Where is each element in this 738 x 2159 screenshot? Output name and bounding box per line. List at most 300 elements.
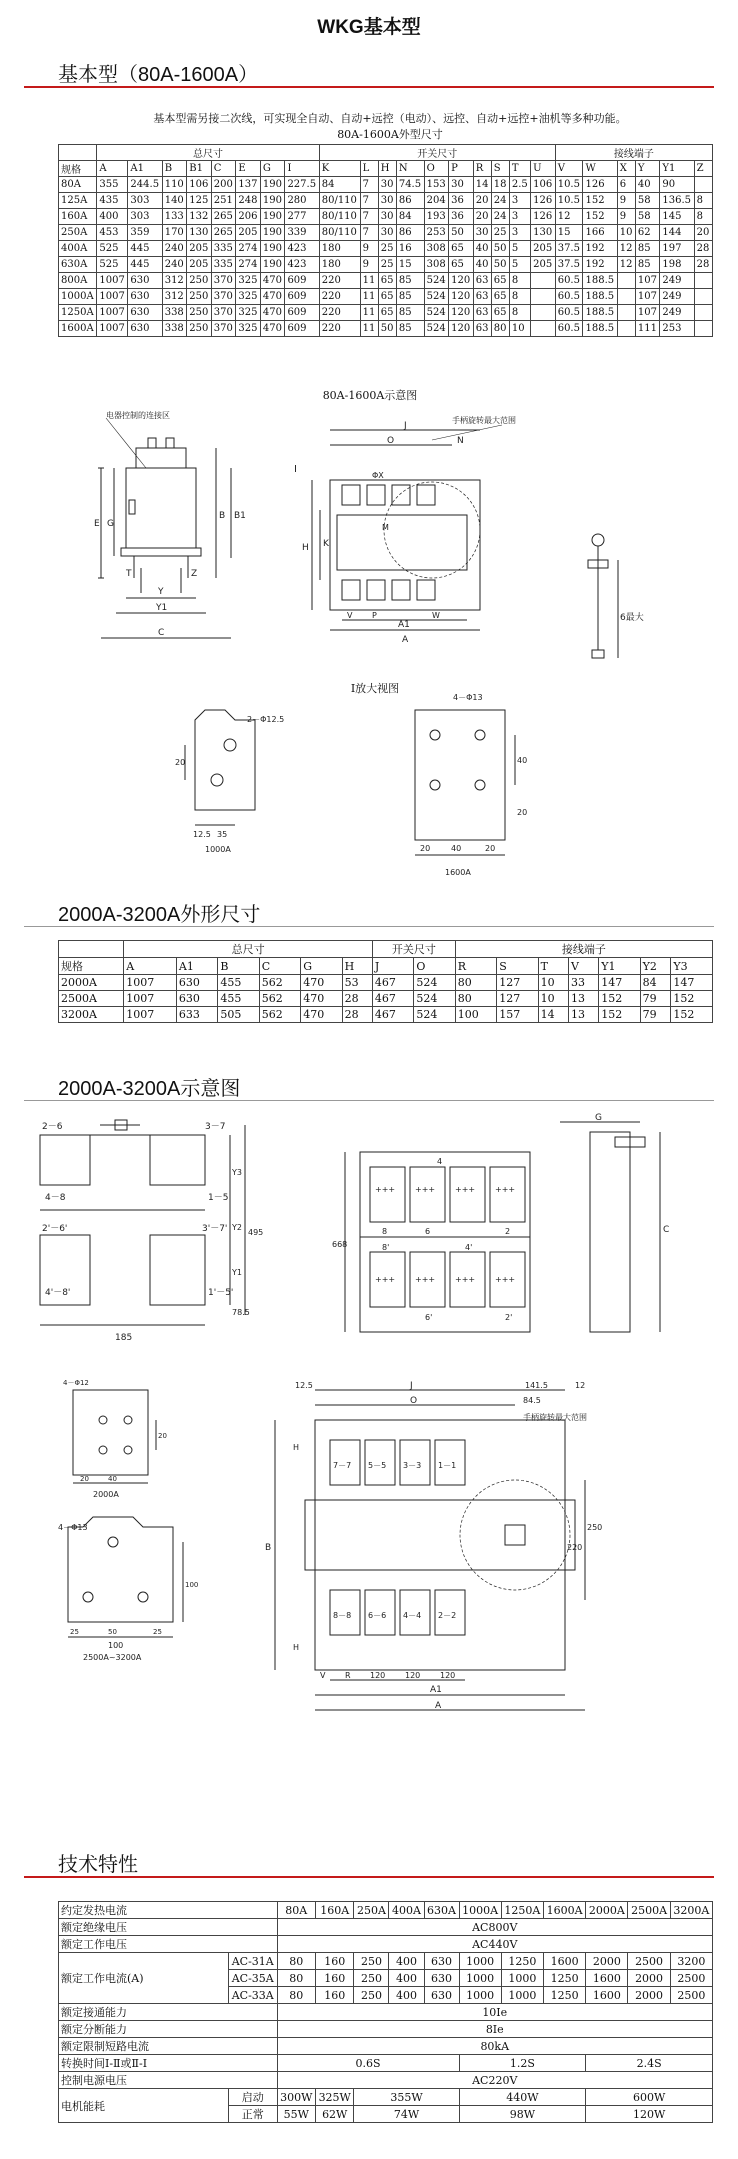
terminal-1000a-diagram (175, 700, 285, 860)
table-cell: 7 (360, 225, 378, 241)
column-header: A1 (176, 958, 217, 975)
table-cell: 8 (694, 209, 712, 225)
dim-668: 668 (332, 1240, 348, 1249)
table-row (59, 991, 713, 1007)
section-heading-dims-2000: 2000A-3200A外形尺寸 (58, 904, 261, 926)
bus-2p-6p: 2'－6' (42, 1224, 68, 1234)
dim-P: P (372, 611, 377, 620)
caption-2500a: 2500A~3200A (83, 1653, 142, 1662)
section-heading-tech: 技术特性 (58, 1854, 138, 1876)
sub-label: AC-33A (229, 1987, 278, 2004)
caption-2000a: 2000A (93, 1490, 119, 1499)
table-cell: 274 (236, 241, 261, 257)
current-value: 2500 (670, 1987, 712, 2004)
current-value: 80 (277, 1987, 315, 2004)
group-header: 开关尺寸 (372, 941, 455, 958)
table-cell: 220 (319, 321, 360, 337)
dim-Y1: Y1 (156, 603, 168, 613)
table-cell: 467 (372, 1007, 413, 1023)
table-row (59, 209, 713, 225)
dim-A1: A1 (430, 1685, 442, 1695)
table-cell: 524 (414, 1007, 455, 1023)
table-cell: 630 (128, 321, 162, 337)
term-8: 8 (382, 1227, 388, 1236)
table-cell: 277 (285, 209, 319, 225)
table-row (59, 321, 713, 337)
column-header: N (396, 161, 424, 177)
sub-label: 正常 (229, 2106, 278, 2123)
dim-T: T (126, 569, 132, 579)
dim-H: H (302, 543, 309, 553)
table-cell: 280 (285, 193, 319, 209)
current-value: 160 (315, 1953, 353, 1970)
table-cell: 3 (509, 209, 530, 225)
current-value: 1000 (459, 1987, 501, 2004)
dim-12-5: 12.5 (295, 1381, 313, 1390)
current-value: 1000 (501, 1987, 543, 2004)
value-cell: AC800V (277, 1919, 713, 1936)
bus-4-8: 4－8 (45, 1193, 66, 1203)
column-header: G (260, 161, 285, 177)
column-header: 规格 (59, 161, 97, 177)
row-spec: 2500A (59, 991, 124, 1007)
table-cell: 325 (236, 273, 261, 289)
dim-A: A (435, 1701, 442, 1711)
dim-Y1: Y1 (232, 1268, 242, 1277)
table-cell: 152 (671, 991, 713, 1007)
table-cell: 190 (260, 225, 285, 241)
table-cell: 188.5 (583, 321, 617, 337)
current-rating: 3200A (670, 1902, 712, 1919)
table-cell: 7 (360, 177, 378, 193)
handle-max-label: 6最大 (620, 613, 644, 623)
table-cell: 11 (360, 273, 378, 289)
table-cell: 423 (285, 257, 319, 273)
table-cell: 325 (236, 321, 261, 337)
table-cell: 470 (301, 991, 342, 1007)
table-cell: 630 (128, 305, 162, 321)
table-cell: 65 (378, 305, 396, 321)
table-cell: 120 (449, 305, 474, 321)
current-rating: 1000A (459, 1902, 501, 1919)
terminal-plus: +++ (375, 1185, 396, 1194)
table-cell: 8 (509, 305, 530, 321)
current-value: 1000 (459, 1953, 501, 1970)
group-header: 总尺寸 (124, 941, 373, 958)
dim-220: 220 (567, 1543, 583, 1552)
table-cell: 445 (128, 241, 162, 257)
bus-2-2: 2－2 (438, 1611, 457, 1620)
table-cell: 3 (509, 225, 530, 241)
current-rating: 2000A (586, 1902, 628, 1919)
corner-cell (59, 941, 124, 958)
table-cell: 85 (396, 289, 424, 305)
table-cell: 467 (372, 975, 413, 991)
front-view-diagram (292, 416, 552, 650)
table-cell: 24 (491, 193, 509, 209)
dim-120c: 120 (440, 1671, 456, 1680)
table-cell: 85 (396, 305, 424, 321)
tech-spec-table (58, 1901, 713, 2123)
table-cell: 524 (424, 289, 449, 305)
current-value: 400 (389, 1970, 424, 1987)
current-rating: 1600A (543, 1902, 585, 1919)
table-cell: 126 (531, 193, 556, 209)
table-cell: 53 (342, 975, 372, 991)
current-rating: 1250A (501, 1902, 543, 1919)
table-cell: 338 (162, 305, 187, 321)
table-cell: 10 (509, 321, 530, 337)
column-header: C (211, 161, 236, 177)
table-cell: 240 (162, 241, 187, 257)
row-spec: 400A (59, 241, 97, 257)
current-value: 80 (277, 1953, 315, 1970)
table-cell: 630 (176, 991, 217, 1007)
table-cell: 166 (583, 225, 617, 241)
dim-40b: 40 (451, 844, 462, 853)
dim-78-5: 78.5 (232, 1308, 250, 1317)
column-header: B (162, 161, 187, 177)
dim-G: G (595, 1113, 602, 1123)
table-row (59, 241, 713, 257)
dim-K: K (323, 539, 329, 549)
table-cell: 152 (671, 1007, 713, 1023)
table-cell: 220 (319, 273, 360, 289)
table-cell: 37.5 (555, 241, 583, 257)
current-value: 250 (354, 1953, 389, 1970)
table-cell: 562 (259, 1007, 300, 1023)
row-spec: 250A (59, 225, 97, 241)
term-8p: 8' (382, 1243, 390, 1252)
table-cell: 248 (236, 193, 261, 209)
column-header: A (97, 161, 128, 177)
detail-marker-I: Ⅰ (294, 464, 297, 475)
table-cell: 205 (187, 257, 212, 273)
table-cell: 79 (640, 991, 671, 1007)
current-value: 400 (389, 1987, 424, 2004)
row-spec: 2000A (59, 975, 124, 991)
table-cell: 249 (660, 305, 694, 321)
table-cell: 152 (599, 991, 640, 1007)
table-cell (531, 289, 556, 305)
dim-W: W (432, 611, 440, 620)
section-heading-diagram-2000: 2000A-3200A示意图 (58, 1078, 241, 1100)
table-cell: 126 (583, 177, 617, 193)
table-cell: 220 (319, 305, 360, 321)
control-zone-label: 电器控制的连接区 (106, 411, 170, 420)
current-rating: 2500A (628, 1902, 670, 1919)
table-cell: 90 (660, 177, 694, 193)
table-cell: 240 (162, 257, 187, 273)
table-cell: 609 (285, 305, 319, 321)
value-cell: AC440V (277, 1936, 713, 1953)
table-cell: 110 (162, 177, 187, 193)
current-value: 2000 (628, 1987, 670, 2004)
current-value: 2500 (628, 1953, 670, 1970)
current-rating: 250A (354, 1902, 389, 1919)
table-cell: 470 (260, 305, 285, 321)
table-cell: 130 (531, 225, 556, 241)
table-cell: 33 (568, 975, 598, 991)
table-cell: 63 (473, 305, 491, 321)
column-header: S (497, 958, 538, 975)
column-header: X (617, 161, 635, 177)
table-row (59, 257, 713, 273)
table-cell: 13 (568, 991, 598, 1007)
dim-84-5: 84.5 (523, 1396, 541, 1405)
current-value: 630 (424, 1987, 459, 2004)
row-spec: 1000A (59, 289, 97, 305)
table-cell: 630 (176, 975, 217, 991)
dim-141-5: 141.5 (525, 1381, 548, 1390)
power-value: 62W (315, 2106, 353, 2123)
group-header: 接线端子 (555, 145, 712, 161)
table-cell: 84 (396, 209, 424, 225)
table-cell: 85 (396, 321, 424, 337)
table-cell: 1007 (97, 273, 128, 289)
table-cell (694, 177, 712, 193)
row-label: 电机能耗 (59, 2089, 229, 2123)
table-cell (617, 273, 635, 289)
dim-O: O (387, 436, 395, 446)
dim-25b: 25 (153, 1628, 162, 1636)
table-cell (694, 305, 712, 321)
column-header: A1 (128, 161, 162, 177)
table-cell: 145 (660, 209, 694, 225)
power-value: 355W (354, 2089, 459, 2106)
dim-120: 120 (370, 1671, 386, 1680)
table-cell: 370 (211, 289, 236, 305)
table-cell: 25 (378, 241, 396, 257)
table-cell: 609 (285, 273, 319, 289)
table-cell: 137 (236, 177, 261, 193)
dimension-table-80-1600 (58, 144, 713, 337)
row-label: 额定接通能力 (59, 2004, 278, 2021)
term-4p: 4' (465, 1243, 473, 1252)
table-cell: 220 (319, 289, 360, 305)
column-header: A (124, 958, 177, 975)
column-header: L (360, 161, 378, 177)
current-rating: 400A (389, 1902, 424, 1919)
table-cell: 525 (97, 257, 128, 273)
table-cell: 133 (162, 209, 187, 225)
table-cell: 205 (531, 241, 556, 257)
row-label: 额定工作电压 (59, 1936, 278, 1953)
row-spec: 80A (59, 177, 97, 193)
table-cell: 370 (211, 321, 236, 337)
power-value: 440W (459, 2089, 586, 2106)
dimension-table-2000-3200 (58, 940, 713, 1023)
table-cell: 250 (187, 289, 212, 305)
table-cell: 60.5 (555, 289, 583, 305)
corner-cell (59, 145, 97, 161)
table-cell: 30 (449, 177, 474, 193)
table-cell: 58 (635, 209, 660, 225)
table-cell: 10 (538, 991, 568, 1007)
term-4: 4 (437, 1157, 443, 1166)
terminal-1600a-diagram (405, 685, 535, 885)
table-cell: 50 (449, 225, 474, 241)
table-cell: 65 (491, 305, 509, 321)
table-cell: 1007 (124, 991, 177, 1007)
table-cell: 65 (378, 273, 396, 289)
dim-B: B (219, 511, 226, 521)
row-label: 额定限制短路电流 (59, 2038, 278, 2055)
dim-25: 25 (70, 1628, 79, 1636)
table-cell: 250 (187, 321, 212, 337)
table-cell: 40 (473, 257, 491, 273)
dim-G: G (107, 519, 114, 529)
table-cell: 325 (236, 289, 261, 305)
table-cell: 204 (424, 193, 449, 209)
table-cell: 153 (424, 177, 449, 193)
table-cell: 308 (424, 241, 449, 257)
table-cell: 325 (236, 305, 261, 321)
table-cell (694, 289, 712, 305)
table-cell (531, 321, 556, 337)
table-cell: 65 (491, 289, 509, 305)
table-cell: 24 (491, 209, 509, 225)
column-header: Y2 (640, 958, 671, 975)
table-cell: 205 (187, 241, 212, 257)
table-cell: 107 (635, 273, 660, 289)
table-cell: 58 (635, 193, 660, 209)
table-cell: 85 (635, 241, 660, 257)
term-2p: 2' (505, 1313, 513, 1322)
table-cell: 144 (660, 225, 694, 241)
dim-M: M (382, 523, 389, 532)
term-2: 2 (505, 1227, 511, 1236)
current-value: 1250 (501, 1953, 543, 1970)
term-6p: 6' (425, 1313, 433, 1322)
hole-4-12: 4－Φ12 (63, 1379, 89, 1387)
column-header: V (568, 958, 598, 975)
table-row (59, 1007, 713, 1023)
table-cell: 28 (694, 257, 712, 273)
column-header: H (378, 161, 396, 177)
row-label: 控制电源电压 (59, 2072, 278, 2089)
column-header: O (424, 161, 449, 177)
table-cell: 40 (473, 241, 491, 257)
table-cell: 107 (635, 305, 660, 321)
table-cell: 524 (424, 321, 449, 337)
term-6: 6 (425, 1227, 431, 1236)
current-rating: 80A (277, 1902, 315, 1919)
table-cell: 28 (342, 991, 372, 1007)
terminal-plus: +++ (455, 1275, 476, 1284)
table-cell: 140 (162, 193, 187, 209)
table-caption: 80A-1600A外型尺寸 (337, 128, 443, 141)
dim-Y: Y (158, 587, 164, 597)
table-cell: 467 (372, 991, 413, 1007)
table-cell: 9 (617, 209, 635, 225)
current-value: 1000 (459, 1970, 501, 1987)
table-cell: 25 (378, 257, 396, 273)
table-cell: 147 (599, 975, 640, 991)
table-cell: 470 (260, 321, 285, 337)
sub-label: AC-31A (229, 1953, 278, 1970)
column-header: Y1 (599, 958, 640, 975)
table-cell: 30 (378, 193, 396, 209)
bus-4-4: 4－4 (403, 1611, 422, 1620)
current-value: 1250 (543, 1970, 585, 1987)
table-cell: 303 (128, 193, 162, 209)
table-cell: 5 (509, 257, 530, 273)
table-cell: 630 (128, 289, 162, 305)
value-cell: 10Ie (277, 2004, 713, 2021)
table-cell: 5 (509, 241, 530, 257)
table-cell: 355 (97, 177, 128, 193)
table-cell: 190 (260, 209, 285, 225)
terminal-plus: +++ (375, 1275, 396, 1284)
table-cell: 120 (449, 273, 474, 289)
table-cell: 86 (396, 225, 424, 241)
table-cell: 303 (128, 209, 162, 225)
dim-phiX: ΦX (372, 471, 384, 480)
handle-range-label: 手柄旋转最大范围 (523, 1413, 587, 1422)
dim-12: 12 (575, 1381, 586, 1390)
table-cell: 633 (176, 1007, 217, 1023)
table-cell: 18 (491, 177, 509, 193)
column-header: Y (635, 161, 660, 177)
table-cell: 12 (617, 257, 635, 273)
table-cell: 15 (396, 257, 424, 273)
table-cell: 308 (424, 257, 449, 273)
table-cell: 63 (473, 321, 491, 337)
dim-B1: B1 (234, 511, 246, 521)
table-row (59, 289, 713, 305)
current-value: 630 (424, 1953, 459, 1970)
dim-40: 40 (517, 756, 528, 765)
table-cell: 13 (568, 1007, 598, 1023)
current-rating: 160A (315, 1902, 353, 1919)
table-cell: 7 (360, 193, 378, 209)
column-header: 规格 (59, 958, 124, 975)
current-value: 1600 (543, 1953, 585, 1970)
dim-A1: A1 (398, 620, 410, 630)
dim-250: 250 (587, 1523, 603, 1532)
table-row (59, 177, 713, 193)
dim-C: C (158, 628, 165, 638)
table-cell: 14 (473, 177, 491, 193)
table-cell: 630 (128, 273, 162, 289)
dim-R: R (345, 1671, 351, 1680)
table-cell: 36 (449, 193, 474, 209)
section-rule (24, 1876, 714, 1878)
table-cell: 30 (473, 225, 491, 241)
table-cell: 15 (555, 225, 583, 241)
column-header: R (473, 161, 491, 177)
table-cell: 180 (319, 241, 360, 257)
dim-H2: H (293, 1643, 300, 1652)
table-cell: 339 (285, 225, 319, 241)
table-cell: 1007 (124, 1007, 177, 1023)
diagram-caption: 80A-1600A示意图 (322, 389, 418, 402)
row-label: 额定绝缘电压 (59, 1919, 278, 1936)
table-cell: 100 (455, 1007, 496, 1023)
table-cell: 25 (491, 225, 509, 241)
table-cell: 562 (259, 991, 300, 1007)
power-value: 600W (586, 2089, 713, 2106)
dim-100: 100 (108, 1641, 124, 1650)
table-cell (531, 273, 556, 289)
table-cell: 28 (694, 241, 712, 257)
table-cell: 193 (424, 209, 449, 225)
group-header: 开关尺寸 (319, 145, 555, 161)
dim-N: N (457, 436, 464, 446)
table-row (59, 193, 713, 209)
table-cell: 20 (694, 225, 712, 241)
